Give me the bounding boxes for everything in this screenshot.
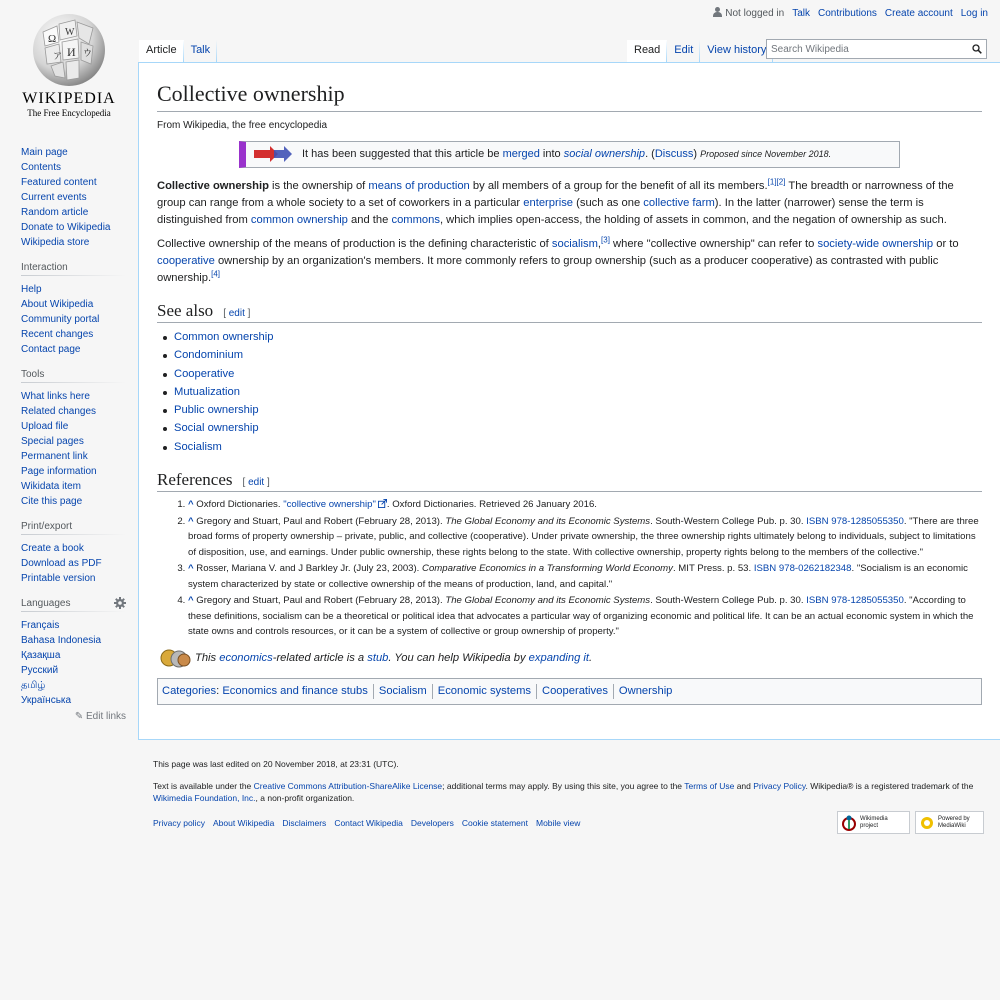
isbn-number-link[interactable]: 978-0262182348 [778,563,852,575]
language-item-link[interactable]: Українська [21,695,72,706]
merge-proposed-date: Proposed since November 2018. [700,149,832,160]
sidebar-item-help[interactable] [21,282,126,297]
stub-text-1: This [195,651,220,664]
sidebar-item-link[interactable]: Printable version [21,573,96,584]
sidebar-item-link[interactable]: Page information [21,466,97,477]
wikimedia-project-badge[interactable] [837,811,910,834]
navigation-portal [21,145,126,250]
sidebar [21,145,126,734]
category-link[interactable]: Socialism [378,685,427,698]
paragraph-1 [157,178,982,229]
reference-text: Rosser, Mariana V. and J Barkley Jr. (July 23, 2003). [193,563,423,575]
interaction-portal [21,262,126,357]
p1-text-2: by all members of a group for the benefit of all its members. [469,179,768,192]
p1-text-3: The breadth or narrowness of the group can range from a whole society to a set of coworkers in a particular [157,179,954,209]
reference-text: Oxford Dictionaries. [193,499,284,511]
namespace-tabs [139,40,217,62]
footer-link-mobile-view[interactable]: Mobile view [535,818,581,828]
svg-text:W: W [65,27,75,38]
tab-edit-label: Edit [674,44,694,56]
stub-text [195,652,592,664]
sidebar-item-link[interactable]: Help [21,284,42,295]
languages-heading-label: Languages [21,598,71,609]
sidebar-item-download-as-pdf[interactable] [21,556,126,571]
sidebar-item-donate-to-wikipedia[interactable] [21,220,126,235]
category-separator [432,684,433,699]
language-item-2[interactable] [21,648,126,663]
svg-text:И: И [67,45,76,59]
isbn-number-link[interactable]: 978-1285055350 [831,595,904,607]
globe-icon [29,12,109,90]
language-item-link[interactable]: தமிழ் [21,680,46,691]
merged-link[interactable]: merged [502,148,540,161]
categories-colon: : [216,685,223,698]
wikipedia-logo[interactable] [0,0,138,125]
sidebar-item-page-information[interactable] [21,464,126,479]
stub-text-3: . You can help Wikipedia by [388,651,529,664]
mediawiki-logo-icon [919,815,935,831]
sidebar-item-about-wikipedia[interactable] [21,297,126,312]
reference-backlink[interactable]: ^ [188,499,194,511]
sidebar-item-special-pages[interactable] [21,434,126,449]
language-item-3[interactable] [21,663,126,678]
see-also-title: See also [157,300,214,320]
reference-quote: . "There are three broad forms of property ownership – private, public, and collective (cooperative). Under private ownership, the three ownership rights ultimately belong to individuals, subject to limitations of disposition, use, and earnings. Under public ownership, these rights belong to the state. With collective ownership, property rights belong to the members of the collective." [188,515,979,558]
user-icon [713,7,722,17]
print-heading: Print/export [21,521,126,535]
sidebar-item-link[interactable]: Related changes [21,406,97,417]
sidebar-item-link[interactable]: Contact page [21,344,81,355]
p1-text-7: , which implies open-access, the holding of assets in common, and the negation of ownership as such. [439,213,947,226]
merge-text-2: into [539,148,564,161]
merge-notice [239,141,900,168]
see-also-item-cooperative[interactable] [174,365,982,383]
merge-arrows-icon [254,146,294,162]
reference-text-mid: . South-Western College Pub. p. 30. [650,515,807,527]
language-item-link[interactable]: Bahasa Indonesia [21,635,102,646]
terms-of-use-link[interactable]: Terms of Use [684,781,735,791]
reference-quote: . "Socialism is an economic system characterized by state or collective ownership of the means of production, land, and capital." [188,563,968,590]
category-list [222,684,672,699]
reference-text-end: . Oxford Dictionaries. Retrieved 26 January 2016. [386,499,597,511]
see-also-item-link[interactable]: Social ownership [174,422,259,435]
p1-text-4: (such as one [573,196,644,209]
cooperative-link[interactable]: cooperative [157,254,215,267]
see-also-item-link[interactable]: Cooperative [174,367,235,380]
category-separator [373,684,374,699]
references-heading [157,470,982,492]
p2-text-4: or to [933,237,959,250]
edit-links[interactable]: ✎ Edit links [74,711,126,722]
merge-text-4: ) [693,148,698,161]
discuss-link[interactable]: Discuss [654,148,694,161]
category-link[interactable]: Ownership [618,685,673,698]
see-also-heading [157,301,982,323]
logo-tagline: The Free Encyclopedia [27,108,111,118]
tab-article[interactable] [139,40,184,62]
see-also-edit-link[interactable]: edit [228,307,245,319]
view-tabs [627,40,773,62]
merge-text-3: . ( [645,148,655,161]
merge-text-1: It has been suggested that this article be [302,148,503,161]
language-item-bahasa-indonesia[interactable] [21,633,126,648]
stub-text-2: -related article is a [272,651,368,664]
see-also-item-link[interactable]: Condominium [174,349,244,362]
license-text-and: and [734,781,754,791]
footer-link-contact-wikipedia[interactable]: Contact Wikipedia [334,818,403,828]
p2-text-1: Collective ownership of the means of production is the defining characteristic of [157,237,552,250]
not-logged-in-label: Not logged in [725,8,785,19]
category-separator [613,684,614,699]
citation-1[interactable]: [1] [767,176,777,186]
stub-text-4: . [589,651,593,664]
privacy-policy-link[interactable]: Privacy Policy [753,781,806,791]
sidebar-item-link[interactable]: Upload file [21,421,69,432]
footer-badges [837,811,984,834]
coins-icon [159,648,191,668]
language-item-5[interactable] [21,693,126,708]
socialism-link[interactable]: socialism [551,237,598,250]
citation-3[interactable]: [3] [601,234,610,244]
gear-icon[interactable] [114,597,126,609]
see-also-item-link[interactable]: Public ownership [174,404,259,417]
category-link[interactable]: Cooperatives [542,685,608,698]
reference-book-title: Comparative Economics in a Transforming World Economy [422,563,673,575]
sidebar-item-link[interactable]: About Wikipedia [21,299,94,310]
svg-text:ア: ア [53,51,63,61]
reference-item [188,497,982,513]
sidebar-item-link[interactable]: Recent changes [21,329,94,340]
wikimedia-foundation-link[interactable]: Wikimedia Foundation, Inc. [153,793,256,803]
category-link[interactable]: Economics and finance stubs [222,685,368,698]
sidebar-item-featured-content[interactable] [21,175,126,190]
see-also-item-common-ownership[interactable] [174,328,982,346]
category-link[interactable]: Economic systems [437,685,531,698]
sidebar-item-link[interactable]: Random article [21,207,89,218]
reference-backlink[interactable]: ^ [188,563,194,575]
commons-link[interactable]: commons [391,213,440,226]
sidebar-item-link[interactable]: Cite this page [21,496,83,507]
reference-text-mid: . South-Western College Pub. p. 30. [650,595,807,607]
tab-talk[interactable] [184,40,218,62]
search-icon[interactable] [972,44,982,54]
article-content [138,62,1000,740]
sidebar-item-link[interactable]: What links here [21,391,90,402]
mediawiki-badge[interactable] [915,811,984,834]
stub-notice [159,648,982,668]
tools-list [21,389,126,509]
license-text-4: , a non-profit organization. [255,793,355,803]
footer-link-cookie-statement[interactable]: Cookie statement [461,818,528,828]
footer-link-about-wikipedia[interactable]: About Wikipedia [212,818,275,828]
p2-text-5: ownership by an organization's members. It more commonly refers to group ownership (such as a producer cooperative) as contrasted with public ownership. [157,254,939,284]
sidebar-item-upload-file[interactable] [21,419,126,434]
social-ownership-link[interactable]: social ownership [563,148,646,161]
tab-edit[interactable] [667,40,700,62]
see-also-item-public-ownership[interactable] [174,401,982,419]
see-also-item-social-ownership[interactable] [174,419,982,437]
language-item-4[interactable] [21,678,126,693]
languages-heading [21,598,126,612]
sidebar-item-current-events[interactable] [21,190,126,205]
footer [153,758,993,828]
languages-portal [21,598,126,722]
sidebar-item-community-portal[interactable] [21,312,126,327]
categories-label-link[interactable]: Categories [162,685,217,698]
sidebar-item-link[interactable]: Community portal [21,314,100,325]
interaction-heading: Interaction [21,262,126,276]
tab-talk-label: Talk [190,44,211,56]
reference-backlink[interactable]: ^ [188,515,194,527]
contributions-link[interactable]: Contributions [818,7,877,19]
see-also-item-socialism[interactable] [174,438,982,456]
sidebar-item-what-links-here[interactable] [21,389,126,404]
reference-book-title: The Global Economy and its Economic Systems [445,595,651,607]
reference-item [188,514,982,561]
references-edit-link[interactable]: edit [248,477,265,489]
sidebar-item-printable-version[interactable] [21,571,126,586]
sidebar-item-link[interactable]: Special pages [21,436,84,447]
language-item-link[interactable]: Русский [21,665,59,676]
reference-text: Gregory and Stuart, Paul and Robert (February 28, 2013). [193,595,446,607]
cc-license-link[interactable]: Creative Commons Attribution-ShareAlike License [253,781,443,791]
citation-2[interactable]: [2] [776,176,786,186]
tab-view-history[interactable] [700,40,773,62]
sidebar-item-link[interactable]: Main page [21,147,68,158]
isbn-link[interactable]: ISBN [753,563,777,575]
sidebar-item-link[interactable]: Download as PDF [21,558,102,569]
reference-item [188,561,982,592]
expanding-it-link[interactable]: expanding it [528,651,589,664]
society-wide-ownership-link[interactable]: society-wide ownership [817,237,934,250]
mediawiki-badge-label: Powered by MediaWiki [938,815,970,829]
category-links [157,678,982,705]
license-text [153,780,993,804]
references-edit: [ edit ] [242,477,270,489]
sidebar-item-link[interactable]: Current events [21,192,87,203]
tab-view-history-label: View history [707,44,767,56]
license-text-1: Text is available under the [153,781,254,791]
tab-read[interactable] [627,40,667,62]
references-title: References [157,470,233,490]
paragraph-2 [157,236,982,287]
sidebar-item-contact-page[interactable] [21,342,126,357]
stub-link[interactable]: stub [367,651,389,664]
log-in-link[interactable]: Log in [960,7,988,19]
sidebar-item-cite-this-page[interactable] [21,494,126,509]
reference-backlink[interactable]: ^ [188,595,194,607]
category-separator [536,684,537,699]
sidebar-item-random-article[interactable] [21,205,126,220]
common-ownership-link[interactable]: common ownership [250,213,348,226]
site-subtitle: From Wikipedia, the free encyclopedia [157,119,328,131]
isbn-number-link[interactable]: 978-1285055350 [831,515,904,527]
bold-term: Collective ownership [157,179,269,192]
language-item-fran-ais[interactable] [21,618,126,633]
reference-text: Gregory and Stuart, Paul and Robert (February 28, 2013). [193,515,446,527]
interaction-list [21,282,126,357]
reference-item [188,593,982,640]
economics-link[interactable]: economics [219,651,273,664]
create-account-link[interactable]: Create account [884,7,953,19]
collective-farm-link[interactable]: collective farm [643,196,715,209]
sidebar-item-create-a-book[interactable] [21,541,126,556]
means-of-production-link[interactable]: means of production [368,179,470,192]
wikimedia-badge-label: Wikimedia project [860,815,888,829]
tools-heading: Tools [21,369,126,383]
reference-book-title: The Global Economy and its Economic Systems [445,515,651,527]
p2-text-2: , [597,237,602,250]
not-logged-in [713,7,784,19]
see-also-list [157,328,982,456]
footer-link-privacy-policy[interactable]: Privacy policy [153,818,205,828]
sidebar-item-link[interactable]: Permanent link [21,451,88,462]
sidebar-item-link[interactable]: Create a book [21,543,84,554]
language-item-link[interactable]: Français [21,620,60,631]
sidebar-item-related-changes[interactable] [21,404,126,419]
reference-external-link[interactable]: "collective ownership" [283,499,376,511]
sidebar-item-permanent-link[interactable] [21,449,126,464]
reference-quote: . "According to these definitions, socialism can be a theoretical or political idea that advocates a particular way of organizing economic and political life. It can be an actual economic system in which the state owns and controls resources, or it can be a system of collective or group ownership of property." [188,595,974,638]
edit-links-label: Edit links [85,711,126,722]
sidebar-item-wikidata-item[interactable] [21,479,126,494]
sidebar-item-link[interactable]: Wikidata item [21,481,82,492]
see-also-item-link[interactable]: Socialism [174,440,222,453]
p1-text-6: and the [347,213,392,226]
sidebar-item-contents[interactable] [21,160,126,175]
footer-link-disclaimers[interactable]: Disclaimers [282,818,327,828]
sidebar-item-main-page[interactable] [21,145,126,160]
citation-4[interactable]: [4] [211,268,221,278]
languages-list [21,618,126,708]
see-also-edit: [ edit ] [223,307,251,319]
svg-text:Ω: Ω [48,33,57,45]
search-input[interactable] [767,40,962,58]
logo-wordmark: WIKIPEDIA [22,90,116,107]
language-item-link[interactable]: Қазақша [21,650,61,661]
reference-text-mid: . MIT Press. p. 53. [672,563,754,575]
sidebar-item-link[interactable]: Featured content [21,177,97,188]
sidebar-item-recent-changes[interactable] [21,327,126,342]
talk-link[interactable]: Talk [792,7,810,19]
navigation-list [21,145,126,250]
sidebar-item-link[interactable]: Wikipedia store [21,237,90,248]
see-also-item-condominium[interactable] [174,346,982,364]
merge-notice-text [302,148,831,160]
see-also-item-link[interactable]: Mutualization [174,385,240,398]
isbn-link[interactable]: ISBN [806,595,829,607]
p1-text-1: is the ownership of [268,179,369,192]
page-title: Collective ownership [157,80,982,112]
tab-article-label: Article [146,44,177,56]
isbn-link[interactable]: ISBN [806,515,829,527]
references-list [157,497,982,640]
license-text-2: ; additional terms may apply. By using this site, you agree to the [442,781,685,791]
see-also-item-link[interactable]: Common ownership [174,330,274,343]
sidebar-item-link[interactable]: Donate to Wikipedia [21,222,111,233]
tools-portal [21,369,126,509]
enterprise-link[interactable]: enterprise [523,196,574,209]
print-list [21,541,126,586]
license-text-3: . Wikipedia® is a registered trademark of the [805,781,974,791]
footer-link-developers[interactable]: Developers [410,818,454,828]
sidebar-item-wikipedia-store[interactable] [21,235,126,250]
print-portal [21,521,126,586]
p2-text-3: where "collective ownership" can refer to [609,237,818,250]
search-box [766,39,987,59]
p1-text-5: ). In the latter (narrower) sense the term is distinguished from [157,196,924,226]
sidebar-item-link[interactable]: Contents [21,162,62,173]
see-also-item-mutualization[interactable] [174,383,982,401]
last-edited: This page was last edited on 20 November 2018, at 23:31 (UTC). [153,759,399,769]
tab-read-label: Read [634,44,661,56]
external-link-icon [378,499,387,508]
svg-text:ウ: ウ [83,48,93,58]
wikimedia-logo-icon [841,815,857,831]
personal-tools [713,7,988,19]
